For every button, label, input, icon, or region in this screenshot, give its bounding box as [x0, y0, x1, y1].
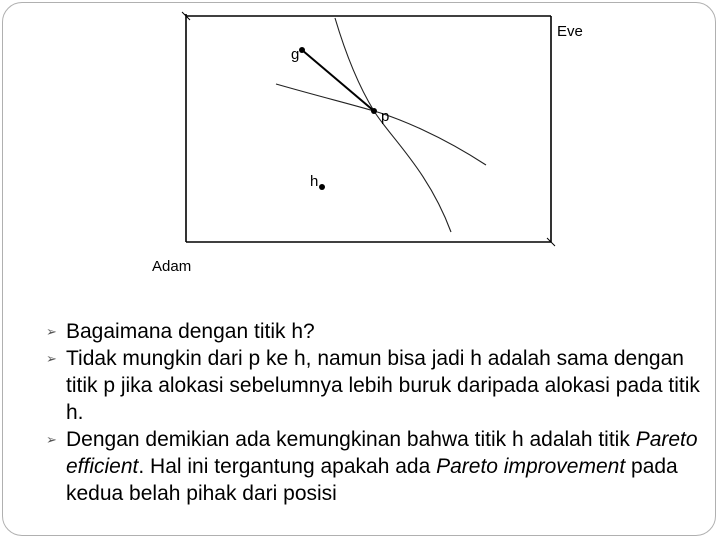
bullet-list — [46, 318, 706, 507]
g-to-p-line — [302, 50, 374, 111]
bullet-item — [46, 318, 706, 345]
bullet-term-italic: Pareto efficient — [66, 428, 698, 478]
bullet-text: pada kedua belah pihak dari posisi — [66, 455, 678, 505]
point-p — [371, 108, 377, 114]
bullet-item — [46, 426, 706, 507]
point-g-label: g — [291, 46, 300, 63]
eve-label: Eve — [557, 23, 583, 40]
bullet-item — [46, 345, 706, 426]
bullet-text: Dengan demikian ada kemungkinan bahwa titik h adalah titik — [66, 428, 636, 451]
point-h — [319, 184, 325, 190]
point-h-label: h — [310, 173, 319, 190]
bullet-term-italic: Pareto improvement — [436, 455, 626, 478]
arrow-bullet-icon: ➢ — [46, 324, 57, 339]
adam-label: Adam — [152, 258, 192, 275]
bullet-text: Tidak mungkin dari p ke h, namun bisa jadi h adalah sama dengan titik p jika alokasi sebelumnya lebih buruk daripada alokasi pada titik h. — [66, 347, 700, 424]
point-g — [299, 47, 305, 53]
bullet-text: Bagaimana dengan titik h? — [66, 320, 315, 343]
point-p-label: p — [381, 108, 390, 125]
arrow-bullet-icon: ➢ — [46, 432, 57, 447]
arrow-bullet-icon: ➢ — [46, 351, 57, 366]
bullet-text: . Hal ini tergantung apakah ada — [138, 455, 437, 478]
indifference-curve-lower — [335, 18, 451, 232]
